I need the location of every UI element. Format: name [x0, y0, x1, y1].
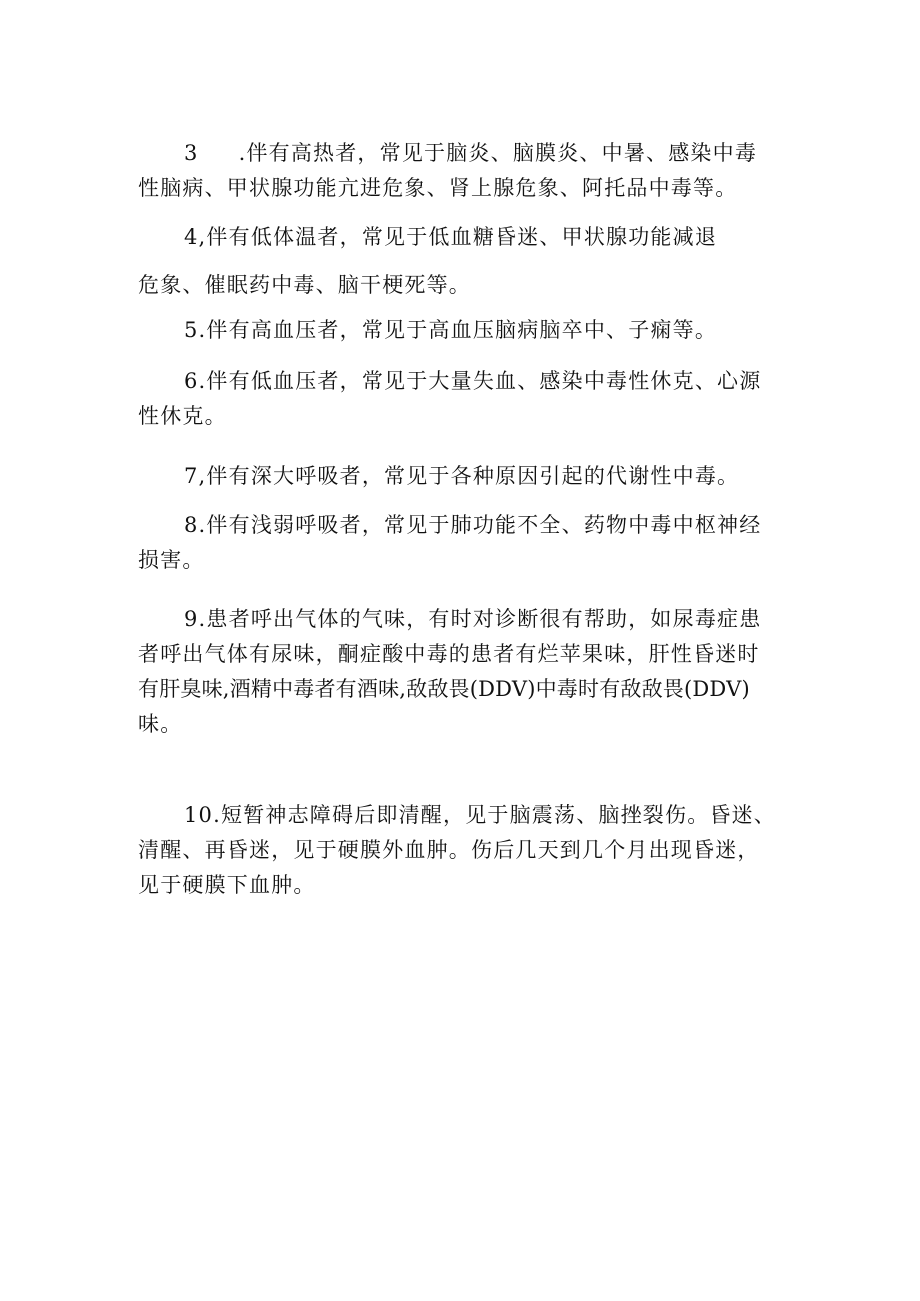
paragraph-line: 7,伴有深大呼吸者，常见于各种原因引起的代谢性中毒。	[184, 464, 740, 488]
paragraph-line: 10.短暂神志障碍后即清醒，见于脑震荡、脑挫裂伤。昏迷、	[184, 803, 776, 827]
paragraph-line: 5.伴有高血压者，常见于高血压脑病脑卒中、子痫等。	[184, 318, 718, 342]
paragraph-item-7	[138, 459, 808, 494]
paragraph-item-8	[138, 508, 808, 578]
paragraph-item-5	[138, 313, 808, 348]
paragraph-line: 味。	[138, 712, 183, 736]
paragraph-item-4	[138, 220, 808, 303]
paragraph-line: 者呼出气体有尿味，酮症酸中毒的患者有烂苹果味，肝性昏迷时	[138, 642, 760, 666]
paragraph-line: 4,伴有低体温者，常见于低血糖昏迷、甲状腺功能减退	[184, 225, 718, 249]
paragraph-line: 性脑病、甲状腺功能亢进危象、肾上腺危象、阿托品中毒等。	[138, 176, 738, 200]
paragraph-line: 性休克。	[138, 404, 227, 428]
paragraph-item-10	[138, 798, 808, 903]
paragraph-line: 损害。	[138, 548, 205, 572]
paragraph-item-3	[138, 136, 808, 206]
paragraph-line: 见于硬膜下血肿。	[138, 873, 316, 897]
paragraph-item-6	[138, 364, 808, 434]
paragraph-line: 8.伴有浅弱呼吸者，常见于肺功能不全、药物中毒中枢神经	[184, 513, 762, 537]
paragraph-line	[138, 136, 808, 171]
paragraph-line: 危象、催眠药中毒、脑干梗死等。	[138, 273, 471, 297]
paragraph-line: 6.伴有低血压者，常见于大量失血、感染中毒性休克、心源	[184, 369, 762, 393]
paragraph-line: 清醒、再昏迷，见于硬膜外血肿。伤后几天到几个月出现昏迷，	[138, 838, 760, 862]
item-number: 3	[184, 141, 199, 165]
paragraph-line: 有肝臭味,酒精中毒者有酒味,敌敌畏(DDV)中毒时有敌敌畏(DDV)	[138, 677, 750, 701]
paragraph-text: .伴有高热者，常见于脑炎、脑膜炎、中暑、感染中毒	[238, 141, 758, 165]
paragraph-line: 9.患者呼出气体的气味，有时对诊断很有帮助，如尿毒症患	[184, 607, 762, 631]
paragraph-item-9	[138, 602, 808, 742]
